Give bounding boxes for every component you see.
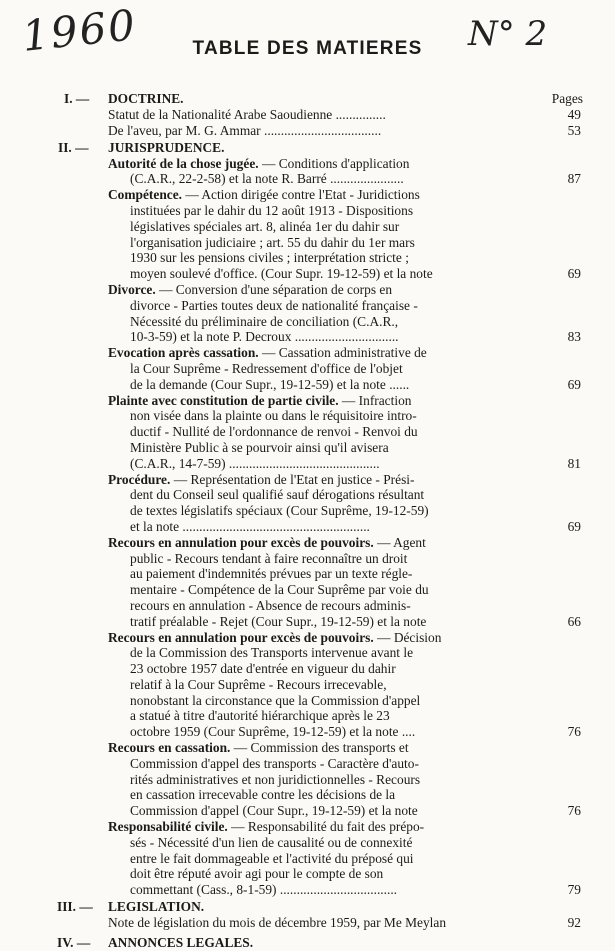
toc-entry-text: dent du Conseil seul qualifié sauf dérogations résultant bbox=[130, 487, 425, 503]
toc-entry-text: l'organisation judiciaire ; art. 55 du dahir du 1er mars bbox=[130, 234, 415, 250]
toc-entry bbox=[0, 915, 615, 931]
toc-page-number: 49 bbox=[567, 107, 581, 122]
toc-entry-text: recours en annulation - Absence de recours adminis- bbox=[130, 597, 411, 613]
toc-page-number: 76 bbox=[567, 803, 581, 819]
toc-entry-text: rités administratives et non juridictionnelles - Recours bbox=[130, 771, 421, 787]
section-title: ANNONCES LEGALES. bbox=[108, 934, 254, 950]
section-title: JURISPRUDENCE. bbox=[108, 139, 225, 155]
toc-entry-text: public - Recours tendant à faire reconnaître un droit bbox=[130, 550, 408, 566]
toc-page-number: 69 bbox=[567, 376, 581, 392]
toc-entry-text: nonobstant la circonstance que la Commission d'appel bbox=[130, 692, 421, 708]
toc-entry-text: tratif préalable - Rejet (Cour Supr., 19-12-59) et la note bbox=[130, 613, 427, 629]
toc-entry-text: commettant (Cass., 8-1-59) ................................... bbox=[130, 882, 398, 898]
toc-entry bbox=[0, 630, 615, 741]
toc-entry-heading: Autorité de la chose jugée. bbox=[108, 155, 259, 171]
toc-entry-text: mentaire - Compétence de la Cour Suprême par voie du bbox=[130, 582, 429, 598]
toc-entry-first-line bbox=[108, 535, 557, 551]
toc-entry-text: moyen soulevé d'office. (Cour Supr. 19-12-59) et la note bbox=[130, 266, 433, 282]
toc-entry bbox=[0, 535, 615, 630]
toc-entry-text: a statué à titre d'autorité hiérarchique après le 23 bbox=[130, 708, 390, 724]
toc-page-number: 76 bbox=[567, 724, 581, 740]
toc-entry-heading: Recours en cassation. bbox=[108, 740, 231, 756]
section-header-legislation bbox=[0, 899, 615, 915]
toc-entry-heading: Divorce. bbox=[108, 281, 156, 297]
toc-entry-text: doit être réputé avoir agi pour le compte de son bbox=[130, 866, 384, 882]
toc-page-number: 81 bbox=[567, 455, 581, 471]
toc-entry-text: de la Commission des Transports intervenue avant le bbox=[130, 645, 414, 661]
toc-entry-heading: Recours en annulation pour excès de pouvoirs. bbox=[108, 629, 374, 645]
toc-entry bbox=[0, 282, 615, 345]
toc-entry-text: 1930 sur les pensions civiles ; interprétation stricte ; bbox=[130, 250, 409, 266]
toc-entry bbox=[0, 740, 615, 819]
toc-entry-text: octobre 1959 (Cour Suprême, 19-12-59) et la note .... bbox=[130, 724, 416, 740]
toc-entry-text: Nécessité du préliminaire de conciliation (C.A.R., bbox=[130, 313, 399, 329]
toc-entry-text: — Conversion d'une séparation de corps en bbox=[155, 281, 393, 297]
toc-entry-heading: Responsabilité civile. bbox=[108, 819, 228, 835]
toc-entry-text: Commission d'appel (Cour Supr., 19-12-59) et la note bbox=[130, 803, 418, 819]
handwritten-year: 1960 bbox=[19, 0, 140, 61]
toc-entry-text: — Agent bbox=[373, 534, 426, 550]
toc-page-number: 79 bbox=[567, 882, 581, 898]
toc-entry-text: (C.A.R., 22-2-58) et la note R. Barré ...................... bbox=[130, 171, 404, 187]
table-of-contents bbox=[0, 90, 615, 951]
toc-entry-text: 23 octobre 1957 date d'entrée en vigueur du dahir bbox=[130, 661, 396, 677]
toc-entry-first-line bbox=[108, 740, 557, 756]
toc-entry-text: Note de législation du mois de décembre 1959, par Me Meylan bbox=[108, 915, 447, 931]
jurisprudence-entries bbox=[0, 156, 615, 898]
section-header-jurisprudence bbox=[0, 140, 615, 156]
section-number: I. — bbox=[64, 91, 90, 106]
toc-entry-text: — Responsabilité du fait des prépo- bbox=[227, 819, 425, 835]
toc-entry-first-line bbox=[108, 630, 557, 646]
toc-entry bbox=[0, 393, 615, 472]
section-number: II. — bbox=[58, 139, 89, 155]
section-number: III. — bbox=[57, 899, 93, 915]
toc-entry-first-line bbox=[108, 393, 557, 409]
toc-entry-text: en cassation irrecevable contre les décisions de la bbox=[130, 787, 396, 803]
toc-entry bbox=[0, 107, 615, 123]
pages-column-label: Pages bbox=[551, 91, 583, 106]
toc-entry-text: divorce - Parties toutes deux de nationalité française - bbox=[130, 297, 418, 313]
toc-entry-text: ductif - Nullité de l'ordonnance de renvoi - Renvoi du bbox=[130, 424, 418, 440]
section-header-annonces bbox=[0, 935, 615, 951]
toc-entry-text: de textes législatifs spéciaux (Cour Suprême, 19-12-59) bbox=[130, 503, 429, 519]
toc-entry-text: de la demande (Cour Supr., 19-12-59) et la note ...... bbox=[130, 376, 410, 392]
toc-entry-first-line bbox=[108, 345, 557, 361]
toc-entry bbox=[0, 472, 615, 535]
section-title: LEGISLATION. bbox=[108, 899, 205, 915]
toc-page-number: 92 bbox=[567, 915, 581, 931]
toc-entry-heading: Recours en annulation pour excès de pouvoirs. bbox=[108, 534, 374, 550]
toc-entry bbox=[0, 123, 615, 139]
toc-entry-first-line bbox=[108, 472, 557, 488]
section-header-doctrine bbox=[0, 91, 615, 107]
toc-page-number: 83 bbox=[567, 329, 581, 345]
toc-entry-text: — Commission des transports et bbox=[230, 740, 409, 756]
toc-page-number: 69 bbox=[567, 518, 581, 534]
toc-entry-text: (C.A.R., 14-7-59) ............................................. bbox=[130, 455, 380, 471]
toc-entry bbox=[0, 187, 615, 282]
page-title: TABLE DES MATIERES bbox=[192, 38, 423, 59]
toc-entry-text: relatif à la Cour Suprême - Recours irrecevable, bbox=[130, 676, 387, 692]
handwritten-issue-number: N° 2 bbox=[468, 14, 548, 54]
toc-entry-text: et la note ........................................................ bbox=[130, 518, 370, 534]
toc-entry-text: — Décision bbox=[373, 629, 442, 645]
section-title: DOCTRINE. bbox=[108, 91, 184, 106]
toc-entry-text: 10-3-59) et la note P. Decroux ............................... bbox=[130, 329, 399, 345]
toc-entry-text: De l'aveu, par M. G. Ammar ................................... bbox=[108, 122, 382, 138]
toc-entry bbox=[0, 345, 615, 392]
toc-entry bbox=[0, 819, 615, 898]
toc-entry-text: — Représentation de l'Etat en justice - Prési- bbox=[170, 471, 415, 487]
toc-entry-text: au paiement d'indemnités prévues par un texte régle- bbox=[130, 566, 413, 582]
toc-entry-first-line bbox=[108, 187, 557, 203]
toc-page-number: 87 bbox=[567, 171, 581, 187]
toc-entry bbox=[0, 156, 615, 188]
toc-entry-text: — Action dirigée contre l'Etat - Juridictions bbox=[182, 187, 420, 203]
toc-entry-text: la Cour Suprême - Redressement d'office de l'objet bbox=[130, 360, 403, 376]
toc-entry-text: — Conditions d'application bbox=[258, 155, 410, 171]
toc-page-number: 53 bbox=[567, 122, 581, 138]
toc-entry-first-line bbox=[108, 156, 557, 172]
toc-entry-first-line bbox=[108, 819, 557, 835]
toc-entry-heading: Compétence. bbox=[108, 187, 182, 203]
toc-page-number: 69 bbox=[567, 266, 581, 282]
toc-entry-text: — Cassation administrative de bbox=[258, 345, 427, 361]
toc-entry-text: Ministère Public à se pourvoir ainsi qu'il avisera bbox=[130, 439, 389, 455]
toc-entry-text: non visée dans la plainte ou dans le réquisitoire intro- bbox=[130, 408, 417, 424]
toc-entry-text: entre le fait dommageable et l'activité du préposé qui bbox=[130, 850, 414, 866]
toc-entry-first-line bbox=[108, 282, 557, 298]
section-number: IV. — bbox=[57, 934, 91, 950]
toc-entry-text: législatives spéciales art. 8, alinéa 1er du dahir sur bbox=[130, 218, 400, 234]
toc-entry-text: Statut de la Nationalité Arabe Saoudienne ............... bbox=[108, 107, 386, 122]
toc-entry-heading: Evocation après cassation. bbox=[108, 345, 259, 361]
toc-entry-text: — Infraction bbox=[338, 392, 412, 408]
toc-entry-text: sés - Nécessité d'un lien de causalité ou de connexité bbox=[130, 834, 413, 850]
toc-entry-heading: Plainte avec constitution de partie civile. bbox=[108, 392, 339, 408]
toc-entry-text: instituées par le dahir du 12 août 1913 - Dispositions bbox=[130, 202, 414, 218]
toc-entry-heading: Procédure. bbox=[108, 471, 171, 487]
toc-page-number: 66 bbox=[567, 613, 581, 629]
toc-entry-text: Commission d'appel des transports - Caractère d'auto- bbox=[130, 755, 419, 771]
